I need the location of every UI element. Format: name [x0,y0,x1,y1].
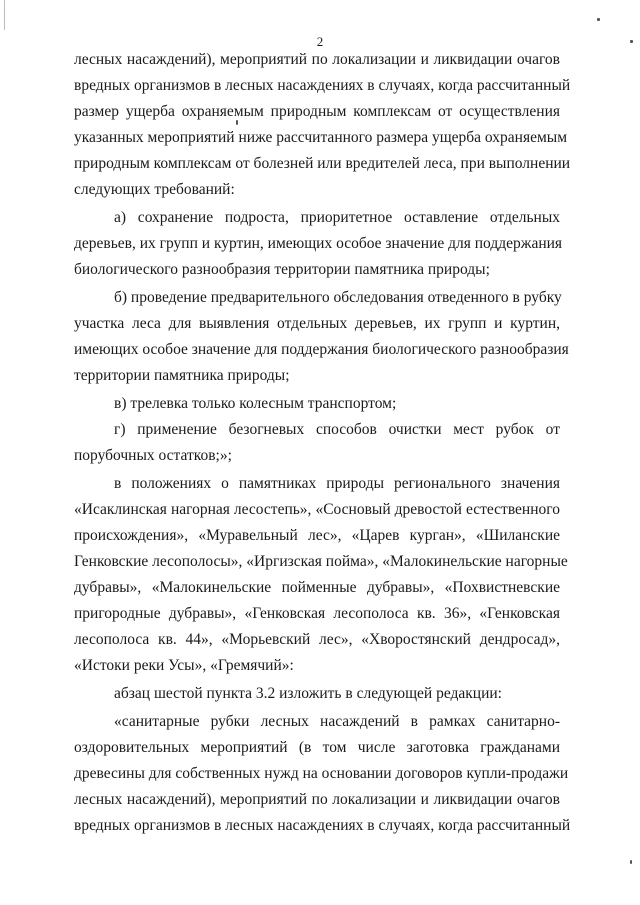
text-line: «Исаклинская нагорная лесостепь», «Сосновый древостой естественного [74,501,560,518]
page-number: 2 [316,34,324,49]
paragraph-start: абзац шестой пункта 3.2 изложить в следующей редакции: [114,685,502,702]
text-line: лесных насаждений), мероприятий по локализации и ликвидации очагов [74,51,560,68]
scan-edge [4,0,5,30]
text-line: происхождения», «Муравельный лес», «Царев курган», «Шиланские [74,527,560,544]
list-item-a: а) сохранение подроста, приоритетное оставление отдельных [114,209,560,226]
text-line: территории памятника природы; [74,367,290,384]
scan-dot [630,40,633,43]
text-line: указанных мероприятий ниже рассчитанного размера ущерба охраняемым [74,129,568,146]
text-line: порубочных остатков;»; [74,447,232,464]
text-line: лесных насаждений), мероприятий по локализации и ликвидации очагов [74,791,560,808]
text-line: участка леса для выявления отдельных деревьев, их групп и куртин, [74,315,560,332]
scan-dot [597,18,600,21]
text-line: размер ущерба охраняемым природным комплексам от осуществления [74,103,560,120]
text-line: «Истоки реки Усы», «Гремячий»: [74,657,294,674]
text-line: деревьев, их групп и куртин, имеющих особое значение для поддержания [74,235,563,252]
list-item-g: г) применение безогневых способов очистки мест рубок от [114,421,560,438]
scan-dot [630,860,632,864]
text-line: следующих требований: [74,181,235,198]
text-line: лесополоса кв. 44», «Морьевский лес», «Хворостянский дендросад», [74,631,560,648]
text-line: Генковские лесополосы», «Иргизская пойма», «Малокинельские нагорные [74,553,568,570]
list-item-b: б) проведение предварительного обследования отведенного в рубку [114,289,562,306]
list-item-v: в) трелевка только колесным транспортом; [114,395,397,412]
text-line: дубравы», «Малокинельские пойменные дубравы», «Похвистневские [74,579,560,596]
text-line: вредных организмов в лесных насаждениях в случаях, когда рассчитанный [74,77,571,94]
text-line: вредных организмов в лесных насаждениях в случаях, когда рассчитанный [74,817,571,834]
paragraph-start: «санитарные рубки лесных насаждений в рамках санитарно- [114,713,560,730]
text-line: имеющих особое значение для поддержания биологического разнообразия [74,341,569,358]
scan-dot [236,120,238,125]
text-line: биологического разнообразия территории памятника природы; [74,261,490,278]
paragraph-start: в положениях о памятниках природы регионального значения [114,475,560,492]
text-line: природным комплексам от болезней или вредителей леса, при выполнении [74,155,571,172]
text-line: древесины для собственных нужд на основании договоров купли-продажи [74,765,569,782]
text-line: пригородные дубравы», «Генковская лесополоса кв. 36», «Генковская [74,605,560,622]
text-line: оздоровительных мероприятий (в том числе заготовка гражданами [74,739,560,756]
